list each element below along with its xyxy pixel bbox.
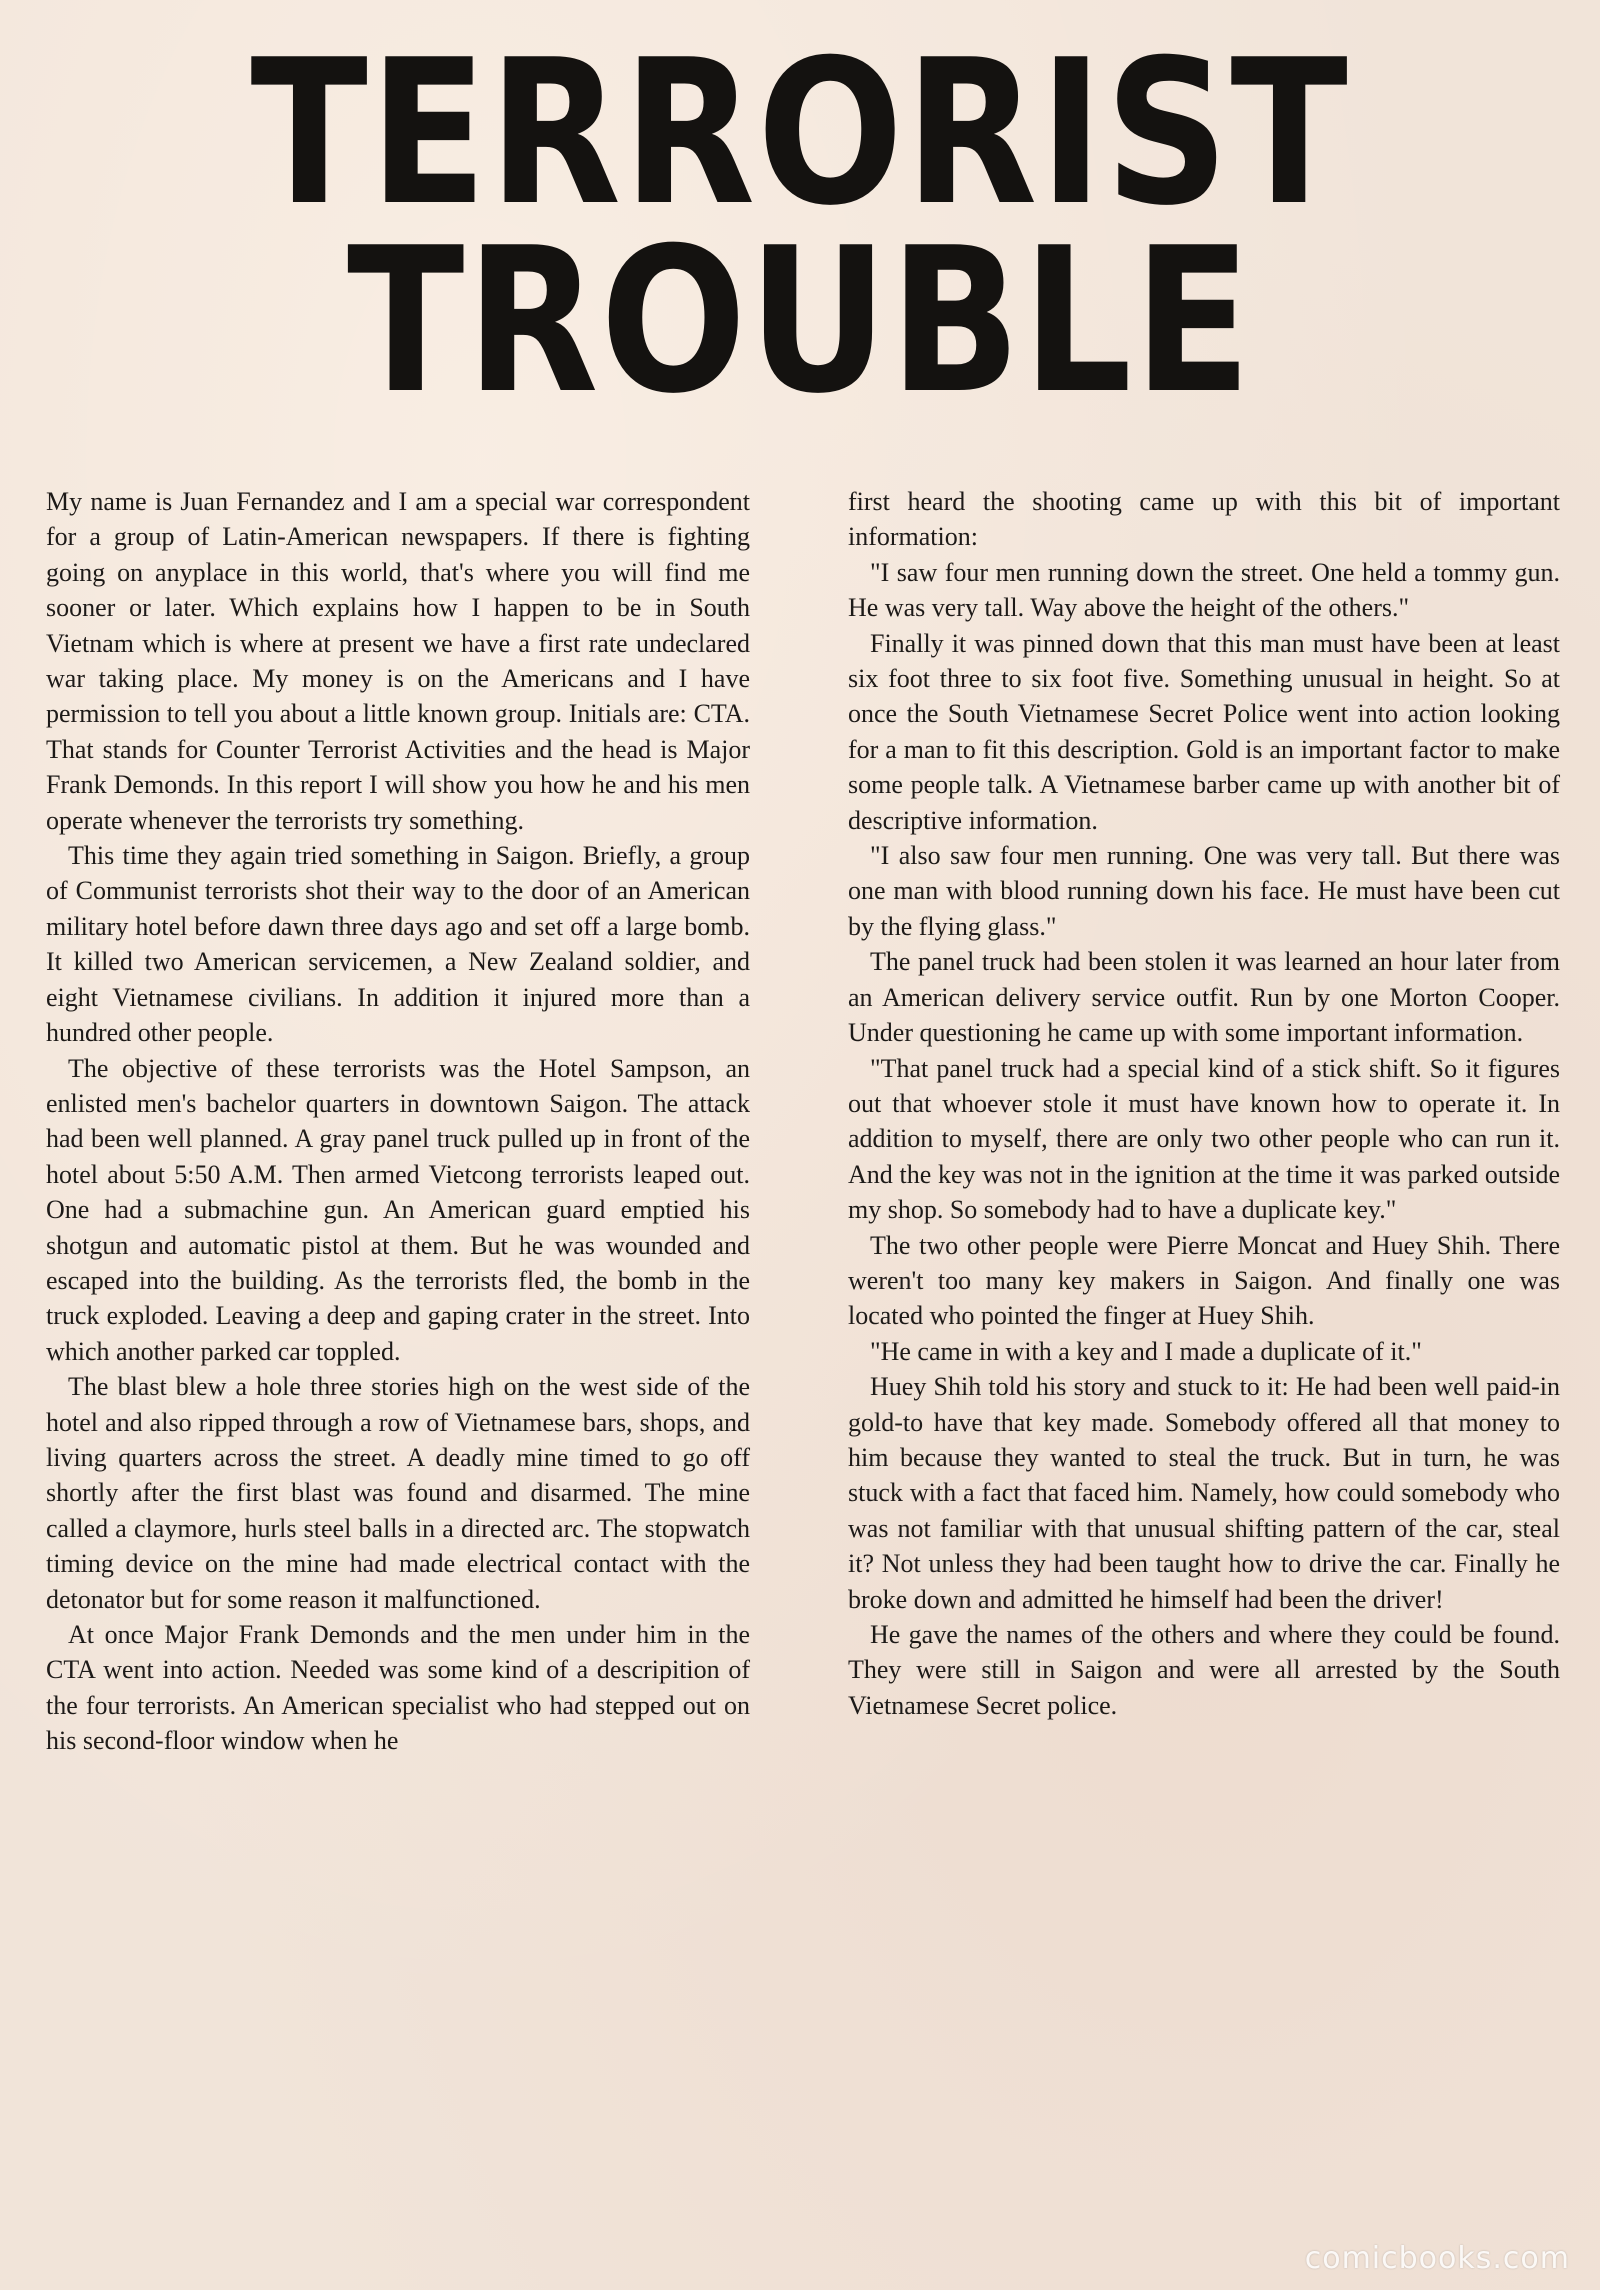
paragraph: The panel truck had been stolen it was learned an hour later from an American delivery service outfit. Run by one Morton Cooper. Under questioning he came up with some important information. (848, 947, 1560, 1048)
paragraph: "I also saw four men running. One was very tall. But there was one man with blood running down his face. He must have been cut by the flying glass." (848, 841, 1560, 941)
paragraph: first heard the shooting came up with this bit of important information: (848, 487, 1560, 552)
watermark: comicbooks.com (1304, 2241, 1570, 2276)
paragraph: Finally it was pinned down that this man must have been at least six foot three to six foot five. Something unusual in height. So at once the South Vietnamese Secret Police went into action looking for a man to fit this description. Gold is an important factor to make some people talk. A Vietnamese barber came up with another bit of descriptive information. (848, 628, 1560, 835)
headline-line-2: TROUBLE (347, 205, 1253, 438)
paragraph: At once Major Frank Demonds and the men under him in the CTA went into action. Needed was some kind of a descripition of the four terrorists. An American specialist who had stepped out on his second-floor window when he (46, 1620, 750, 1756)
paragraph: "That panel truck had a special kind of a stick shift. So it figures out that whoever stole it must have known how to operate it. In addition to myself, there are only two other people who can run it. And the key was not in the ignition at the time it was parked outside my shop. So somebody had to have a duplicate key." (848, 1053, 1560, 1225)
right-column (848, 484, 1560, 1723)
paragraph: He gave the names of the others and where they could be found. They were still in Saigon and were all arrested by the South Vietnamese Secret police. (848, 1620, 1560, 1720)
paragraph: Huey Shih told his story and stuck to it: He had been well paid-in gold-to have that key made. Somebody offered all that money to him because they wanted to steal the truck. But in turn, he was stuck with a fact that faced him. Namely, how could somebody who was not familiar with that unusual shifting pattern of the car, steal it? Not unless they had been taught how to drive the car. Finally he broke down and admitted he himself had been the driver! (848, 1372, 1560, 1614)
headline-line-1: TERRORIST (250, 17, 1350, 250)
paragraph: This time they again tried something in Saigon. Briefly, a group of Communist terrorists shot their way to the door of an American military hotel before dawn three days ago and set off a large bomb. It killed two American servicemen, a New Zealand soldier, and eight Vietnamese civilians. In addition it injured more than a hundred other people. (46, 841, 750, 1048)
paragraph: "He came in with a key and I made a duplicate of it." (870, 1336, 1422, 1366)
paragraph: The two other people were Pierre Moncat and Huey Shih. There weren't too many key makers in Saigon. And finally one was located who pointed the finger at Huey Shih. (848, 1230, 1560, 1331)
left-column (46, 484, 750, 1759)
paragraph: The blast blew a hole three stories high on the west side of the hotel and also ripped through a row of Vietnamese bars, shops, and living quarters across the street. A deadly mine timed to go off shortly after the first blast was found and disarmed. The mine called a claymore, hurls steel balls in a directed arc. The stopwatch timing device on the mine had made electrical contact with the detonator but for some reason it malfunctioned. (46, 1372, 750, 1614)
paragraph: My name is Juan Fernandez and I am a special war correspondent for a group of Latin-American newspapers. If there is fighting going on anyplace in this world, that's where you will find me sooner or later. Which explains how I happen to be in South Vietnam which is where at present we have a first rate undeclared war taking place. My money is on the Americans and I have permission to tell you about a little known group. Initials are: CTA. That stands for Counter Terrorist Activities and the head is Major Frank Demonds. In this report I will show you how he and his men operate whenever the terrorists try something. (46, 487, 750, 835)
paragraph: The objective of these terrorists was the Hotel Sampson, an enlisted men's bachelor quarters in downtown Saigon. The attack had been well planned. A gray panel truck pulled up in front of the hotel about 5:50 A.M. Then armed Vietcong terrorists leaped out. One had a submachine gun. An American guard emptied his shotgun and automatic pistol at them. But he was wounded and escaped into the building. As the terrorists fled, the bomb in the truck exploded. Leaving a deep and gaping crater in the street. Into which another parked car toppled. (46, 1053, 750, 1366)
paragraph: "I saw four men running down the street. One held a tommy gun. He was very tall. Way above the height of the others." (848, 557, 1560, 623)
